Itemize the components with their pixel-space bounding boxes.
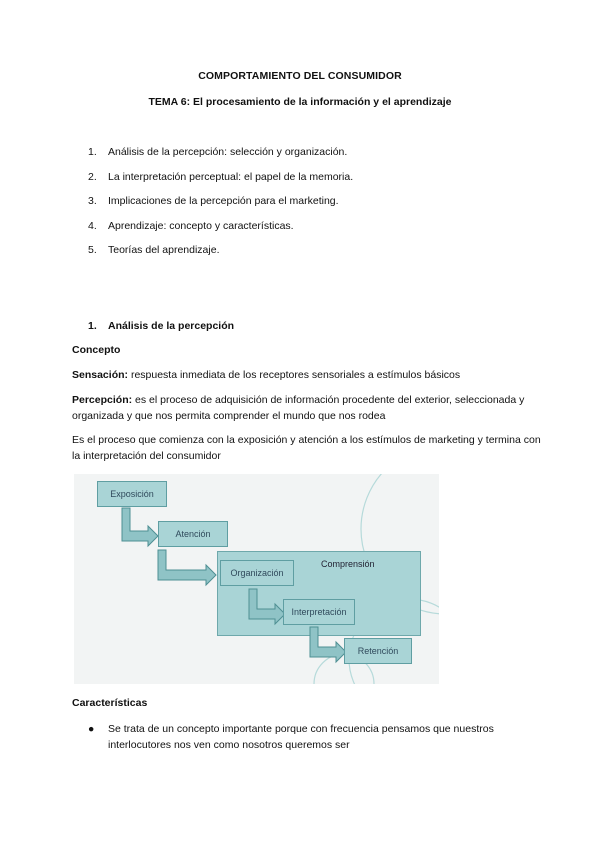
toc-item: 2. La interpretación perceptual: el papel de la memoria. (88, 170, 354, 183)
toc-item: 1. Análisis de la percepción: selección y organización. (88, 146, 348, 158)
toc-item: 3. Implicaciones de la percepción para el marketing. (88, 195, 339, 208)
list-item: ● Se trata de un concepto importante porque con frecuencia pensamos que nuestros interlocutores nos ven como nosotros queremos ser (88, 722, 528, 753)
step-retention: Retención (344, 638, 412, 664)
bullet-icon: ● (88, 723, 95, 735)
step-interpretation: Interpretación (283, 599, 355, 625)
table-of-contents (88, 146, 353, 269)
flow-arrow-icon (158, 550, 216, 585)
flow-arrow-icon (122, 508, 158, 546)
perception-paragraph: Percepción: es el proceso de adquisición de información procedente del exterior, seleccionada y organizada y que nos permita comprender el mundo que nos rodea (72, 394, 525, 422)
flow-arrow-icon (249, 589, 285, 624)
document-title: COMPORTAMIENTO DEL CONSUMIDOR (198, 70, 402, 82)
toc-item: 5. Teorías del aprendizaje. (88, 244, 220, 257)
step-attention: Atención (158, 521, 228, 547)
document-subtitle: TEMA 6: El procesamiento de la información y el aprendizaje (148, 96, 452, 108)
section-heading: 1. Análisis de la percepción (88, 320, 235, 332)
sensation-paragraph: Sensación: respuesta inmediata de los receptores sensoriales a estímulos básicos (72, 369, 461, 381)
step-exposure: Exposición (97, 481, 167, 507)
characteristics-list (88, 722, 528, 753)
comprehension-label: Comprensión (321, 559, 375, 569)
process-paragraph: Es el proceso que comienza con la exposición y atención a los estímulos de marketing y termina con la interpretación del consumidor (72, 434, 541, 462)
concept-label: Concepto (72, 344, 121, 356)
perception-process-diagram (74, 474, 439, 684)
step-organization: Organización (220, 560, 294, 586)
characteristics-label: Características (72, 697, 148, 709)
flow-arrow-icon (310, 627, 346, 662)
toc-item: 4. Aprendizaje: concepto y características. (88, 219, 294, 232)
